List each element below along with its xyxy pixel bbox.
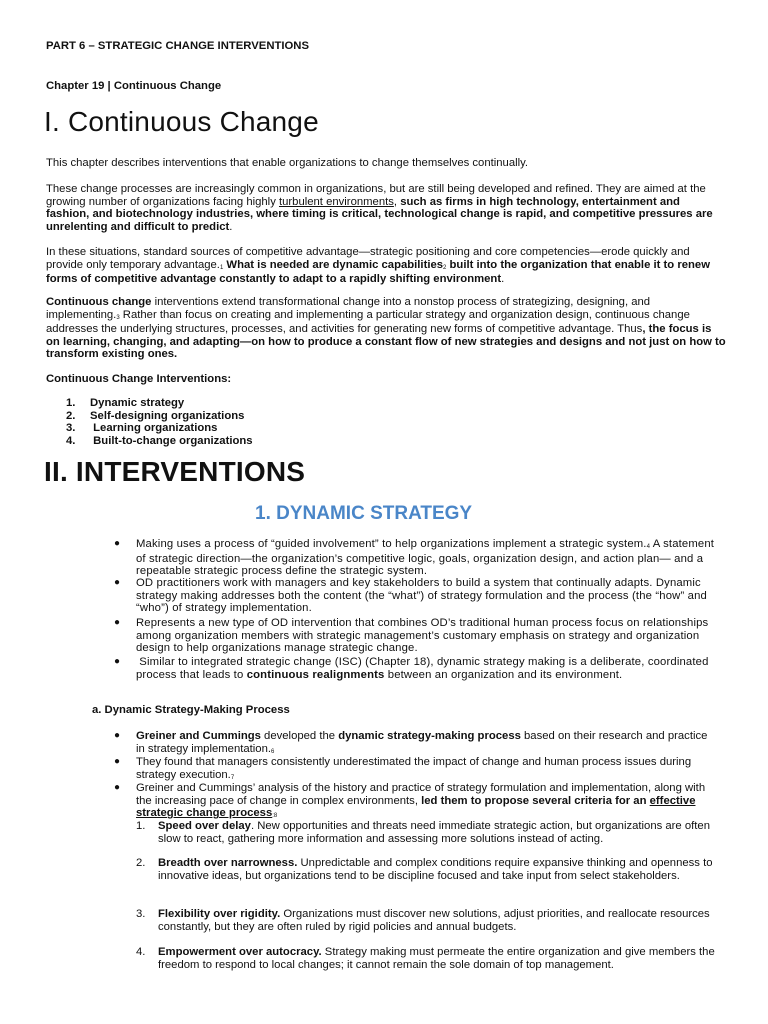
list-item: 2. Self-designing organizations [66,409,245,422]
footnote-marker: :8 [272,813,278,820]
part-header: PART 6 – STRATEGIC CHANGE INTERVENTIONS [46,40,309,52]
subsection-title-dynamic-strategy: 1. DYNAMIC STRATEGY [255,503,473,524]
footnote-marker: 3 [116,314,120,321]
section-title-interventions: II. INTERVENTIONS [44,456,306,487]
chapter-label: Chapter 19 | Continuous Change [46,80,222,92]
section-title-continuous-change: I. Continuous Change [44,106,319,137]
intro-paragraph-1: This chapter describes interventions that enable organizations to change themselves continually. [46,157,529,169]
footnote-marker: 4 [646,544,651,550]
list-item: 3. Learning organizations [66,422,218,435]
turbulent-environments-link[interactable]: turbulent environments [278,195,394,208]
footnote-marker: 6 [271,748,275,755]
bullet-dot-icon: ● [114,617,121,628]
bullet-dot-icon: ● [114,577,121,588]
interventions-list [66,397,366,449]
dynamic-strategy-bullets: ● Making uses a process of “guided involvement” to help organizations implement a strategic system.4 A statement of strategic direction—the organization’s competitive logic, goals, organization design, and action plan— and a repeatable strategic process define the strategic system. ● OD practitioners work with managers and key stakeholders to build a system that continually adapts. Dynamic strategy making addresses both the content (the “what”) of strategy formulation and the process (the “how” and “who”) of strategy implementation. ● Represents a new type of OD intervention that combines OD’s traditional human process focus on relationships among organization members with strategic management’s customary emphasis on strategy and organization design to help organizations manage strategic change. ● Similar to integrated strategic change (ISC) (Chapter 18), dynamic strategy making is a deliberate, coordinated process that leads to continuous realignments between an organization and its environment. [114,538,715,681]
effective-strategic-change-process-link[interactable]: effective strategic change process [136,794,696,820]
interventions-list-title: Continuous Change Interventions: [46,373,232,385]
bullet-dot-icon: ● [114,756,121,767]
bullet-dot-icon: ● [114,656,121,667]
bullet-dot-icon: ● [114,538,121,549]
process-bullets: ● Greiner and Cummings developed the dynamic strategy-making process based on their research and practice in strategy implementation.6 ● They found that managers consistently underestimated the impact of change and human process issues during strategy execution.7 ● Greiner and Cummings’ analysis of the history and practice of strategy formulation and implementation, along with the increasing pace of change in complex environments, led them to propose several criteria for an effective strategic change process:8 1. Speed over delay. New opportunities and threats need immediate strategic action, but organizations are often slow to react, gathering more information and assessing more solutions instead of acting. 2. Breadth over narrowness. Unpredictable and complex conditions require expansive thinking and openness to innovative ideas, but organizations tend to be discipline focused and take input from select stakeholders. 3. Flexibility over rigidity. Organizations must discover new solutions, adjust priorities, and reallocate resources constantly, but they are often ruled by rigid policies and annual budgets. 4. Empowerment over autocracy. Strategy making must permeate the entire organization and give members the freedom to respond to local changes; it cannot remain the sole domain of top management. [114,730,715,971]
list-item: 4. Built-to-change organizations [66,434,253,447]
list-item: 1. Dynamic strategy [66,397,185,409]
bullet-dot-icon: ● [114,730,121,741]
footnote-marker: 2 [443,264,447,271]
footnote-marker: 1 [219,264,224,271]
bullet-dot-icon: ● [114,782,121,793]
footnote-marker: 7 [230,774,235,781]
intro-paragraph-2: These change processes are increasingly common in organizations, but are still being developed and refined. They are aimed at the growing number of organizations facing highly turbulent environments, such as firms in high technology, entertainment and fashion, and biotechnology industries, where timing is critical, technological change is rapid, and competitive pressures are unrelenting and difficult to predict. [46,183,713,233]
subheading-dynamic-strategy-making-process: a. Dynamic Strategy-Making Process [92,704,290,716]
intro-paragraph-3: In these situations, standard sources of competitive advantage—strategic positioning and core competencies—erode quickly and provide only temporary advantage.1 What is needed are dynamic capabilities2 built into the organization that enable it to renew forms of competitive advantage constantly to adapt to a rapidly shifting environment. [46,246,710,286]
intro-paragraph-4: Continuous change interventions extend transformational change into a nonstop process of strategizing, designing, and implementing.3 Rather than focus on creating and implementing a particular strategy and organization design, continuous change addresses the underlying structures, processes, and activities for generating new forms of competitive advantage. Thus, the focus is on learning, changing, and adapting—on how to produce a constant flow of new strategies and designs and not just on how to transform existing ones. [46,296,726,361]
